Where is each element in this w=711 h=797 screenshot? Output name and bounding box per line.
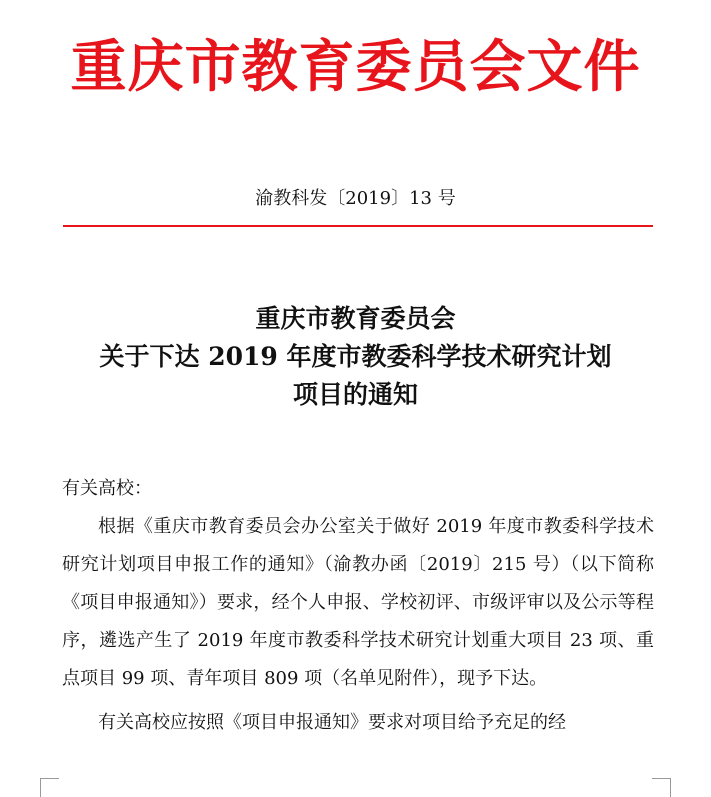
red-divider-line — [63, 225, 653, 227]
crop-mark-right — [652, 778, 671, 797]
title-line-1: 重庆市教育委员会 — [255, 304, 456, 333]
notice-title — [0, 300, 711, 414]
title-line-3: 项目的通知 — [292, 380, 418, 409]
body-paragraph-1: 根据《重庆市教育委员会办公室关于做好 2019 年度市教委科学技术研究计划项目申报工作的通知》（渝教办函〔2019〕215 号）（以下简称《项目申报通知》）要求，经个人申报、学校初评、市级评审以及公示等程序，遴选产生了 2019 年度市教委科学技术研究计划重大项目 23 项、重点项目 99 项、青年项目 809 项（名单见附件），现予下达。 — [62, 516, 654, 689]
salutation: 有关高校： — [62, 478, 152, 499]
notice-body — [62, 470, 654, 742]
document-number: 渝教科发〔2019〕13 号 — [255, 188, 456, 209]
crop-mark-left — [40, 778, 59, 797]
title-line-2: 关于下达 2019 年度市教委科学技术研究计划 — [99, 342, 612, 371]
masthead-title: 重庆市教育委员会文件 — [70, 35, 641, 100]
body-paragraph-2: 有关高校应按照《项目申报通知》要求对项目给予充足的经 — [98, 712, 566, 733]
